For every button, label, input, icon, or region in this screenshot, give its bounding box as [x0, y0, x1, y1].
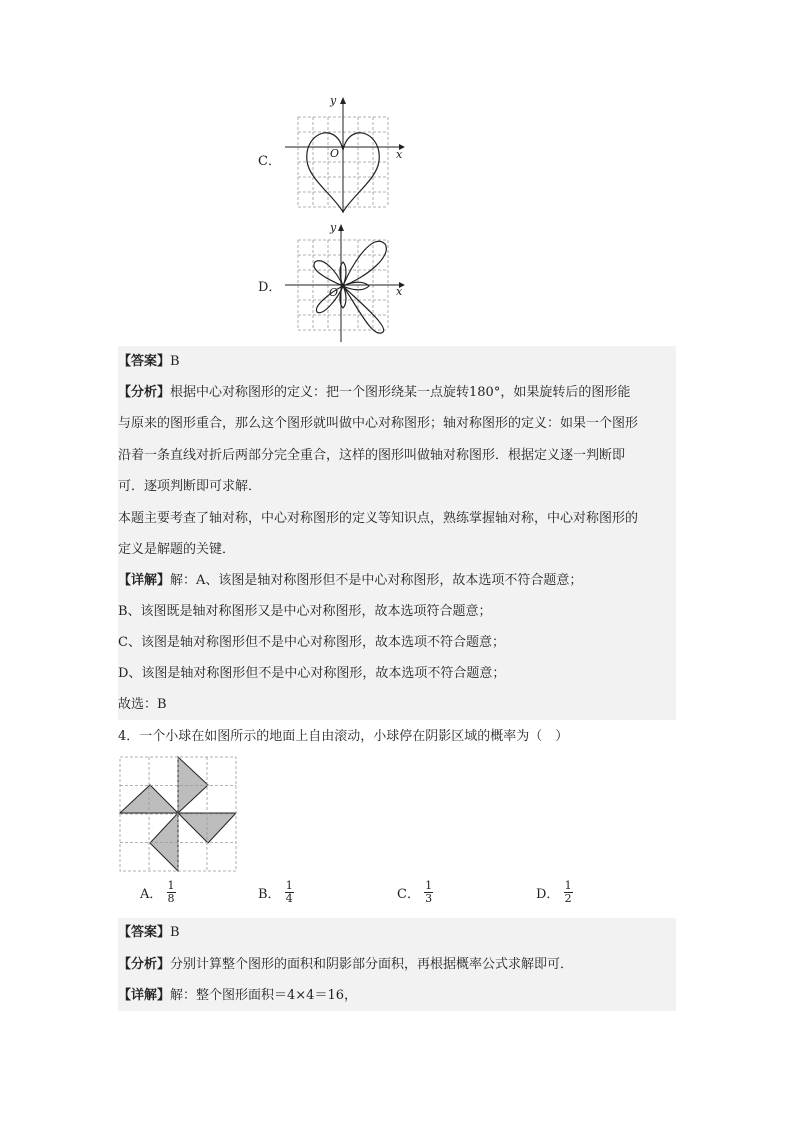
q4-choice-b-numerator: 1 [285, 879, 293, 892]
q4-analysis-text: 分别计算整个图形的面积和阴影部分面积，再根据概率公式求解即可． [170, 957, 574, 972]
option-d-petal-figure [283, 222, 408, 344]
q4-detail-tag: 【详解】 [118, 988, 171, 1003]
q4-choice-a-label: A． [140, 887, 163, 902]
q4-choice-d-label: D． [536, 887, 560, 902]
q3-analysis-line-1 [118, 384, 630, 402]
q3-analysis-line-4: 可．逐项判断即可求解． [118, 479, 262, 494]
q3-detail-text-1: 解：A、该图是轴对称图形但不是中心对称图形，故本选项不符合题意； [170, 573, 583, 588]
q4-choice-d[interactable] [536, 880, 573, 905]
q4-choice-c-denominator: 3 [425, 892, 433, 905]
q3-analysis-text-1: 根据中心对称图形的定义：把一个图形绕某一点旋转180°，如果旋转后的图形能 [170, 385, 631, 400]
q3-detail-line-3: C、该图是轴对称图形但不是中心对称图形，故本选项不符合题意； [118, 635, 505, 650]
option-d-x-axis-label: x [396, 285, 403, 298]
q4-choice-a-fraction [167, 880, 176, 905]
q3-detail-line-5: 故选：B [118, 697, 167, 712]
option-c-x-axis-label: x [396, 148, 403, 161]
q4-answer-value: B [170, 925, 180, 940]
q3-detail-line-1 [118, 572, 582, 590]
q4-choice-a-numerator: 1 [167, 879, 175, 892]
q4-choice-d-denominator: 2 [564, 892, 572, 905]
q3-answer-line [118, 353, 180, 371]
q3-detail-line-2: B、该图既是轴对称图形又是中心对称图形，故本选项符合题意； [118, 604, 492, 619]
q3-answer-box [118, 346, 676, 720]
q4-choice-a[interactable] [140, 880, 176, 905]
q4-pinwheel-figure [118, 755, 240, 875]
q4-choice-c-label: C． [397, 887, 420, 902]
q4-choice-b-fraction [285, 880, 294, 905]
option-d-origin-label: O [329, 286, 339, 299]
q3-summary-line-1: 本题主要考查了轴对称，中心对称图形的定义等知识点，熟练掌握轴对称，中心对称图形的 [118, 511, 639, 526]
q3-detail-line-4: D、该图是轴对称图形但不是中心对称图形，故本选项不符合题意； [118, 666, 506, 681]
q4-analysis-tag: 【分析】 [118, 957, 171, 972]
q3-answer-value: B [170, 354, 180, 369]
q4-detail-text: 解：整个图形面积＝4×4＝16， [170, 988, 357, 1003]
option-c-y-axis-label: y [330, 94, 337, 107]
q4-choice-a-denominator: 8 [167, 892, 175, 905]
q4-choice-c-fraction [424, 880, 433, 905]
q3-analysis-line-2: 与原来的图形重合，那么这个图形就叫做中心对称图形；轴对称图形的定义：如果一个图形 [118, 416, 639, 431]
q4-choice-b-label: B． [258, 887, 281, 902]
q3-answer-tag: 【答案】 [118, 354, 171, 369]
q4-choice-b-denominator: 4 [285, 892, 293, 905]
q4-answer-line [118, 924, 180, 942]
q3-summary-line-2: 定义是解题的关键． [118, 542, 236, 557]
q4-analysis-line [118, 956, 573, 974]
q4-choice-c-numerator: 1 [425, 879, 433, 892]
q4-detail-line [118, 987, 357, 1005]
q4-choice-d-fraction [564, 880, 573, 905]
q4-choice-d-numerator: 1 [564, 879, 572, 892]
q3-analysis-tag: 【分析】 [118, 385, 171, 400]
option-d-label: D． [258, 280, 282, 295]
q4-question: 4．一个小球在如图所示的地面上自由滚动，小球停在阴影区域的概率为（ ） [118, 729, 569, 744]
q3-analysis-line-3: 沿着一条直线对折后两部分完全重合，这样的图形叫做轴对称图形．根据定义逐一判断即 [118, 448, 626, 463]
q4-choice-c[interactable] [397, 880, 433, 905]
option-d-y-axis-label: y [330, 221, 337, 234]
option-c-label: C． [258, 154, 281, 169]
q4-answer-tag: 【答案】 [118, 925, 171, 940]
q4-choice-b[interactable] [258, 880, 294, 905]
option-c-origin-label: O [330, 147, 340, 160]
q3-detail-tag: 【详解】 [118, 573, 171, 588]
option-c-heart-figure [283, 95, 408, 215]
